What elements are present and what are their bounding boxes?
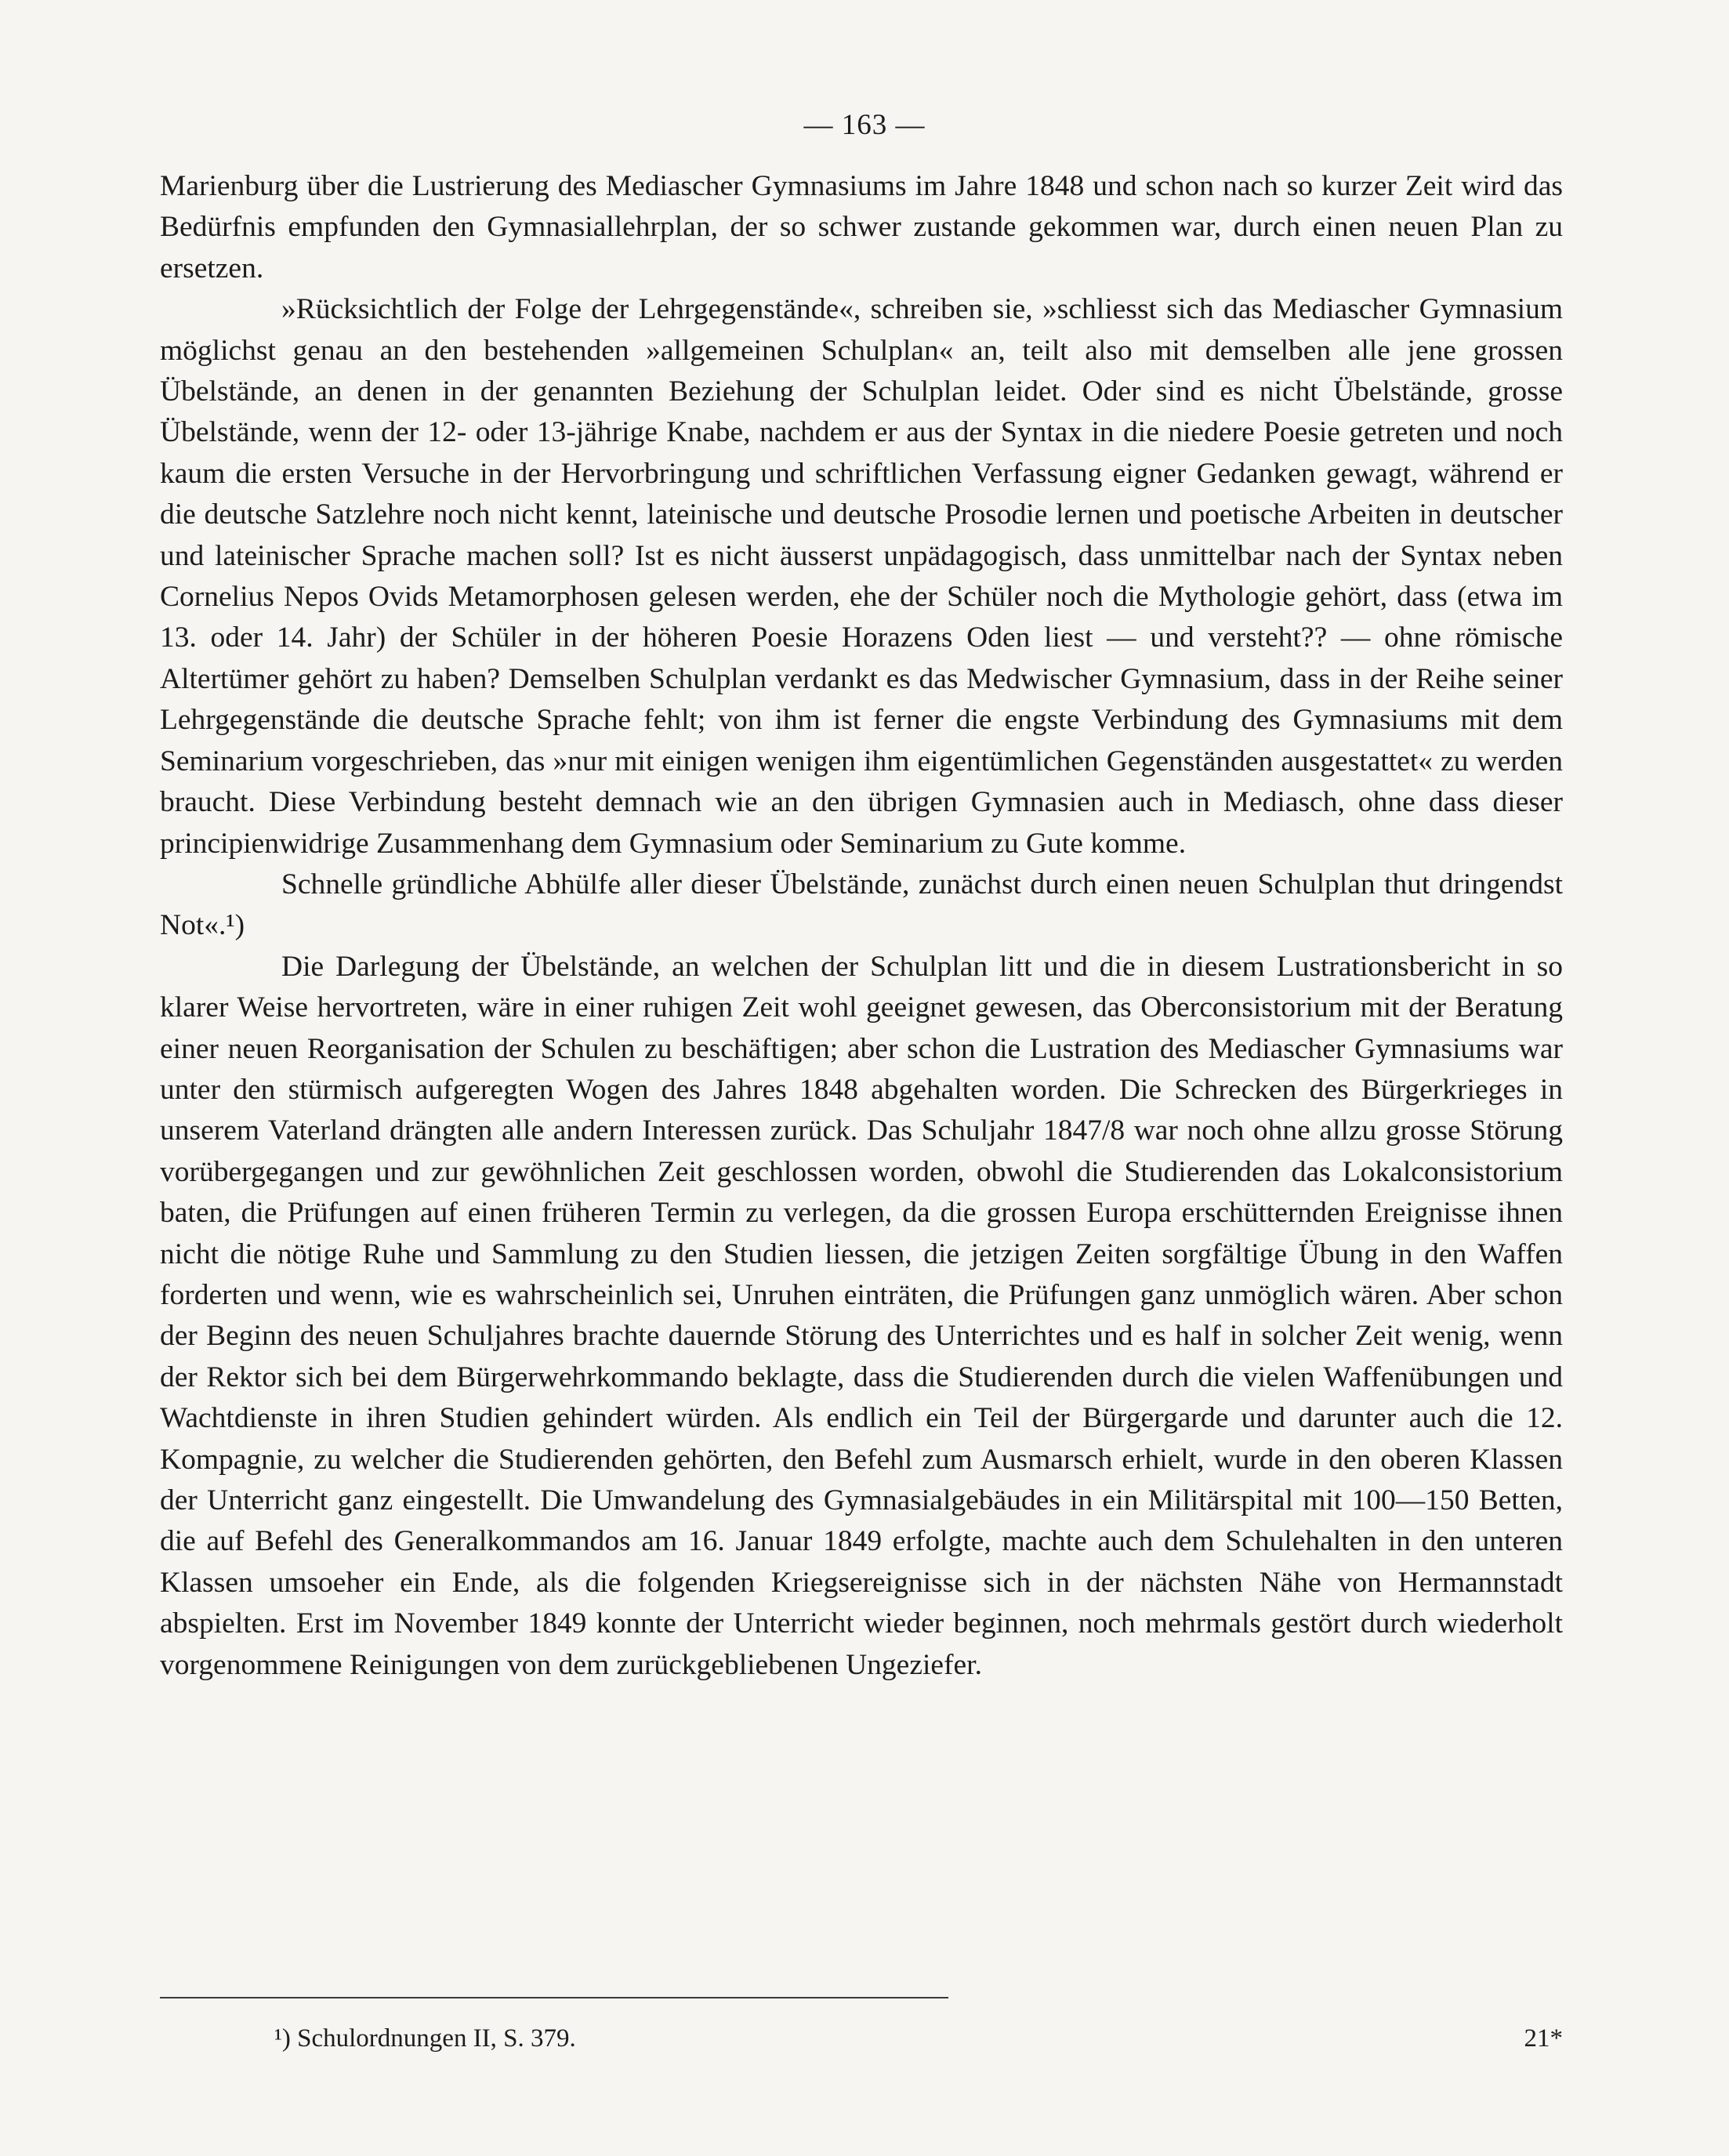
paragraph-2: »Rücksichtlich der Folge der Lehrgegenstände«, schreiben sie, »schliesst sich das Mediascher Gymnasium möglichst genau an den bestehenden »allgemeinen Schulplan« an, teilt also mit demselben alle jene grossen Übelstände, an denen in der genannten Beziehung der Schulplan leidet. Oder sind es nicht Übelstände, grosse Übelstände, wenn der 12- oder 13-jährige Knabe, nachdem er aus der Syntax in die niedere Poesie getreten und noch kaum die ersten Versuche in der Hervorbringung und schriftlichen Verfassung eigner Gedanken gewagt, während er die deutsche Satzlehre noch nicht kennt, lateinische und deutsche Prosodie lernen und poetische Arbeiten in deutscher und lateinischer Sprache machen soll? Ist es nicht äusserst unpädagogisch, dass unmittelbar nach der Syntax neben Cornelius Nepos Ovids Metamorphosen gelesen werden, ehe der Schüler noch die Mythologie gehört, dass (etwa im 13. oder 14. Jahr) der Schüler in der höheren Poesie Horazens Oden liest — und versteht?? — ohne römische Altertümer gehört zu haben? Demselben Schulplan verdankt es das Medwischer Gymnasium, dass in der Reihe seiner Lehrgegenstände die deutsche Sprache fehlt; von ihm ist ferner die engste Verbindung des Gymnasiums mit dem Seminarium vorgeschrieben, das »nur mit einigen wenigen ihm eigentümlichen Gegenständen ausgestattet« zu werden braucht. Diese Verbindung besteht demnach wie an den übrigen Gymnasien auch in Mediasch, ohne dass dieser principienwidrige Zusammenhang dem Gymnasium oder Seminarium zu Gute komme. (160, 293, 1563, 860)
body-text (160, 166, 1563, 1686)
footnote: ¹) Schulordnungen II, S. 379. (274, 2024, 576, 2053)
paragraph-1: Marienburg über die Lustrierung des Mediascher Gymnasiums im Jahre 1848 und schon nach so kurzer Zeit wird das Bedürfnis empfunden den Gymnasiallehrplan, der so schwer zustande gekommen war, durch einen neuen Plan zu ersetzen. (160, 170, 1563, 284)
footnote-divider (160, 1997, 948, 1998)
page-number: — 163 — (803, 109, 926, 141)
paragraph-3: Schnelle gründliche Abhülfe aller dieser Übelstände, zunächst durch einen neuen Schulplan thut dringendst Not«.¹) (160, 868, 1563, 942)
sheet-signature: 21* (1524, 2024, 1563, 2053)
paragraph-4: Die Darlegung der Übelstände, an welchen der Schulplan litt und die in diesem Lustrationsbericht in so klarer Weise hervortreten, wäre in einer ruhigen Zeit wohl geeignet gewesen, das Oberconsistorium mit der Beratung einer neuen Reorganisation der Schulen zu beschäftigen; aber schon die Lustration des Mediascher Gymnasiums war unter den stürmisch aufgeregten Wogen des Jahres 1848 abgehalten worden. Die Schrecken des Bürgerkrieges in unserem Vaterland drängten alle andern Interessen zurück. Das Schuljahr 1847/8 war noch ohne allzu grosse Störung vorübergegangen und zur gewöhnlichen Zeit geschlossen worden, obwohl die Studierenden das Lokalconsistorium baten, die Prüfungen auf einen früheren Termin zu verlegen, da die grossen Europa erschütternden Ereignisse ihnen nicht die nötige Ruhe und Sammlung zu den Studien liessen, die jetzigen Zeiten sorgfältige Übung in den Waffen forderten und wenn, wie es wahrscheinlich sei, Unruhen einträten, die Prüfungen ganz unmöglich wären. Aber schon der Beginn des neuen Schuljahres brachte dauernde Störung des Unterrichtes und es half in solcher Zeit wenig, wenn der Rektor sich bei dem Bürgerwehrkommando beklagte, dass die Studierenden durch die vielen Waffenübungen und Wachtdienste in ihren Studien gehindert würden. Als endlich ein Teil der Bürgergarde und darunter auch die 12. Kompagnie, zu welcher die Studierenden gehörten, den Befehl zum Ausmarsch erhielt, wurde in den oberen Klassen der Unterricht ganz eingestellt. Die Umwandelung des Gymnasialgebäudes in ein Militärspital mit 100—150 Betten, die auf Befehl des Generalkommandos am 16. Januar 1849 erfolgte, machte auch dem Schulehalten in den unteren Klassen umsoeher ein Ende, als die folgenden Kriegsereignisse sich in der nächsten Nähe von Hermannstadt abspielten. Erst im November 1849 konnte der Unterricht wieder beginnen, noch mehrmals gestört durch wiederholt vorgenommene Reinigungen von dem zurückgebliebenen Ungeziefer. (160, 950, 1563, 1681)
